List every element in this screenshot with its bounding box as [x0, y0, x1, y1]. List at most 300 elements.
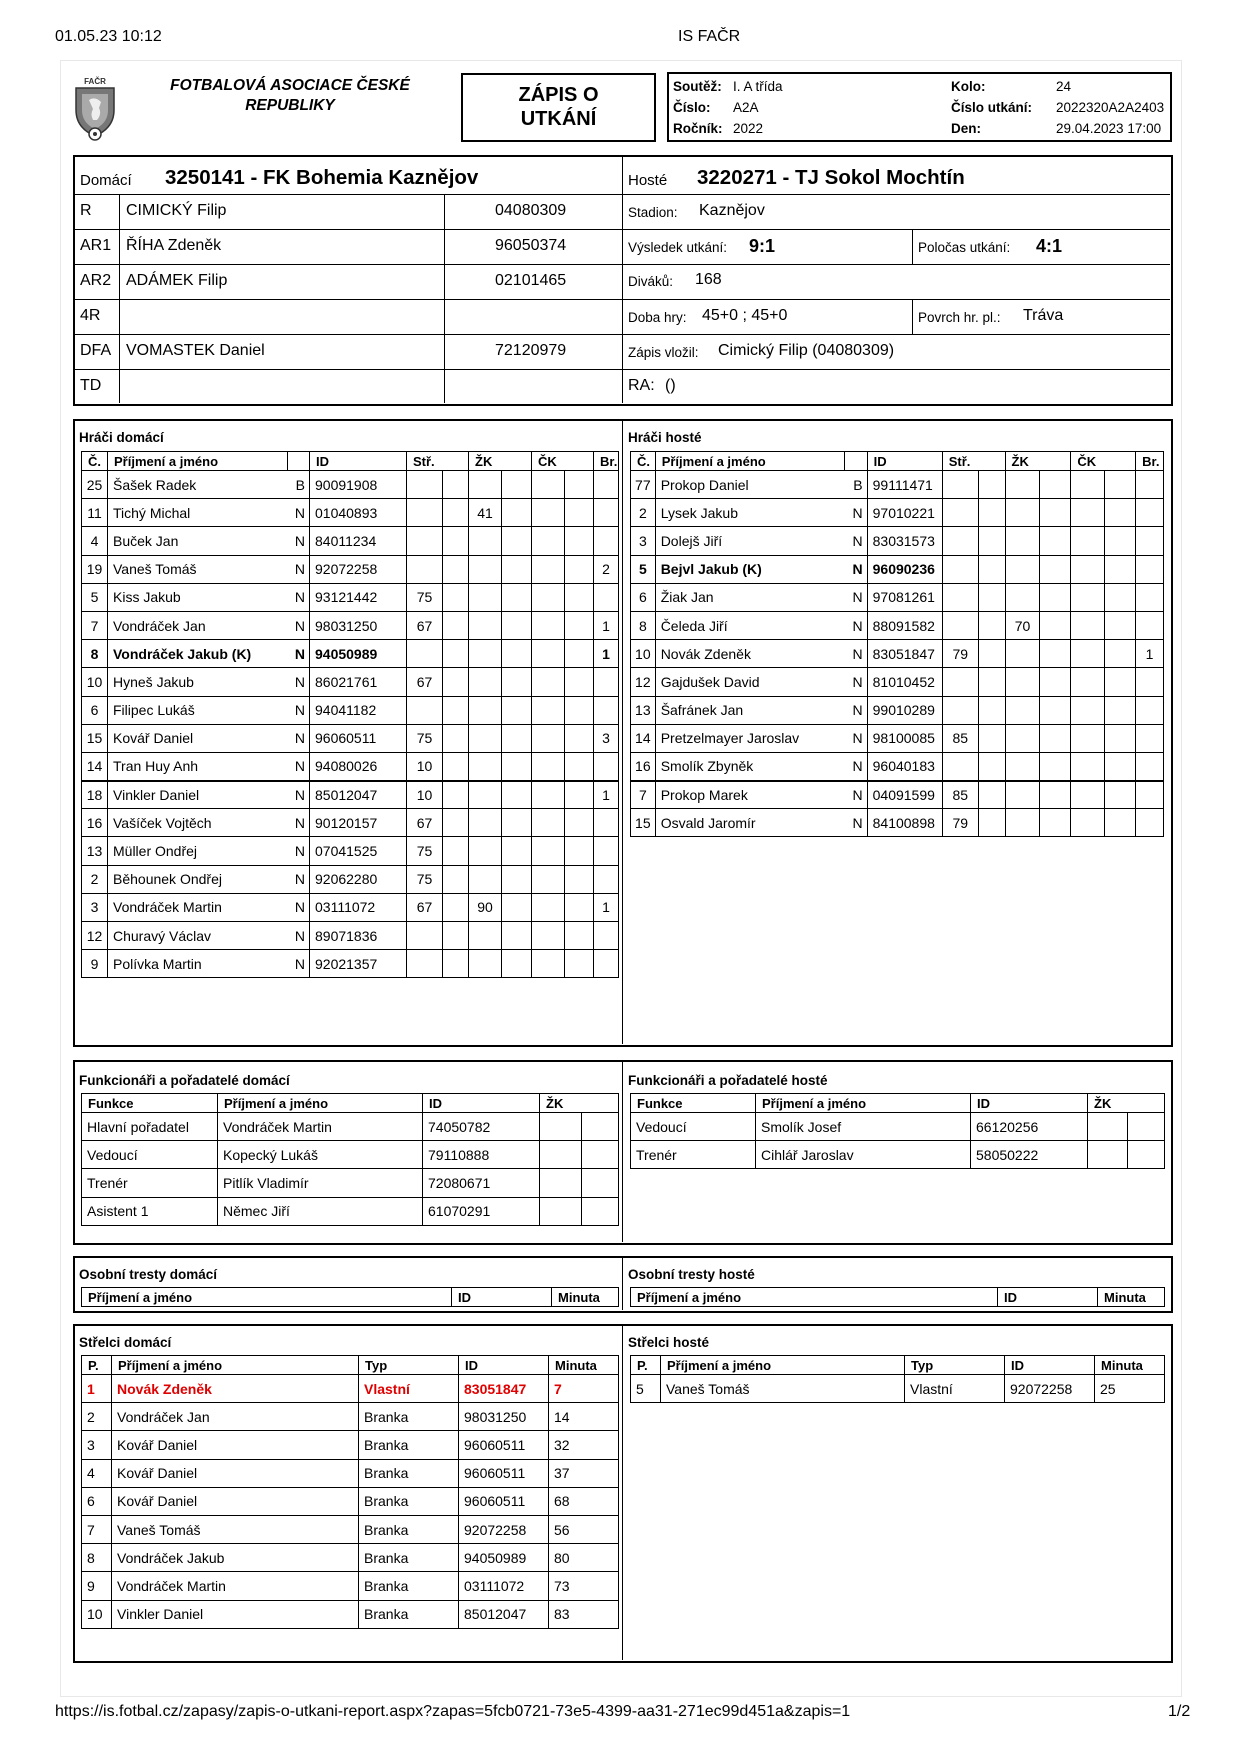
staff-name: Kopecký Lukáš — [218, 1141, 423, 1169]
player-name: Vašíček Vojtěch — [108, 809, 288, 837]
goal-order: 6 — [82, 1487, 112, 1515]
surface-value: Tráva — [1023, 307, 1064, 324]
goal-type: Vlastní — [359, 1375, 459, 1403]
red-card-minute — [1071, 611, 1105, 639]
goals-count — [1136, 781, 1164, 809]
stadium-value: Kaznějov — [699, 202, 765, 219]
official-id: 04080309 — [495, 202, 567, 219]
player-flag: N — [845, 724, 868, 752]
number-label: Číslo: — [673, 100, 711, 115]
page-number: 1/2 — [1168, 1703, 1191, 1720]
player-row — [631, 527, 1164, 555]
away-staff-table — [630, 1093, 1165, 1169]
player-name: Vondráček Martin — [108, 893, 288, 921]
yellow-card-minute — [469, 583, 502, 611]
red-card-extra — [565, 893, 594, 921]
staff-id: 61070291 — [423, 1197, 540, 1225]
player-name: Čeleda Jiří — [655, 611, 844, 639]
goal-order: 5 — [631, 1375, 661, 1403]
goal-order: 3 — [82, 1431, 112, 1459]
red-card-extra — [1105, 752, 1136, 780]
staff-section — [73, 1060, 1173, 1245]
red-card-minute — [1071, 668, 1105, 696]
player-name: Tran Huy Anh — [108, 752, 288, 780]
substitution-minute — [407, 640, 443, 668]
player-id: 81010452 — [867, 668, 942, 696]
document-title-line2: UTKÁNÍ — [520, 108, 597, 130]
col-id: ID — [452, 1288, 552, 1307]
goals-count — [1136, 724, 1164, 752]
home-staff-title: Funkcionáři a pořadatelé domácí — [79, 1073, 290, 1088]
col-goals: Br. — [1136, 452, 1164, 471]
away-label: Hosté — [628, 172, 668, 189]
staff-row — [82, 1113, 619, 1141]
official-id: 02101465 — [495, 272, 567, 289]
player-id: 94080026 — [310, 752, 407, 780]
player-number: 11 — [82, 499, 108, 527]
substitution-minute — [407, 922, 443, 950]
red-card-extra — [565, 583, 594, 611]
substitution-minute: 67 — [407, 668, 443, 696]
yellow-card-extra — [1040, 640, 1071, 668]
yellow-card-extra — [1040, 696, 1071, 724]
col-name: Příjmení a jméno — [631, 1288, 998, 1307]
yellow-card-extra — [502, 893, 532, 921]
scorer-row — [82, 1515, 619, 1543]
substitution-extra — [443, 922, 469, 950]
col-name: Příjmení a jméno — [655, 452, 844, 471]
goal-order: 7 — [82, 1515, 112, 1543]
col-name: Příjmení a jméno — [756, 1094, 971, 1113]
away-penalties-title: Osobní tresty hosté — [628, 1267, 755, 1282]
red-card-minute — [532, 752, 565, 780]
col-function: Funkce — [82, 1094, 218, 1113]
col-id: ID — [867, 452, 942, 471]
home-players-title: Hráči domácí — [79, 430, 164, 445]
red-card-extra — [1105, 781, 1136, 809]
scorer-row — [82, 1459, 619, 1487]
yellow-card-extra — [502, 611, 532, 639]
substitution-extra — [443, 752, 469, 780]
substitution-minute: 75 — [407, 837, 443, 865]
goals-count — [594, 922, 619, 950]
col-substitution: Stř. — [942, 452, 1005, 471]
col-substitution: Stř. — [407, 452, 469, 471]
col-id: ID — [998, 1288, 1098, 1307]
col-name: Příjmení a jméno — [661, 1356, 905, 1375]
yellow-card-minute — [469, 696, 502, 724]
goals-count — [1136, 668, 1164, 696]
player-row — [82, 499, 619, 527]
red-card-minute — [1071, 781, 1105, 809]
scorer-row — [82, 1375, 619, 1403]
player-flag: N — [845, 499, 868, 527]
goals-count — [594, 583, 619, 611]
player-name: Žiak Jan — [655, 583, 844, 611]
yellow-card-extra — [502, 752, 532, 780]
goals-count — [1136, 583, 1164, 611]
yellow-card-minute — [469, 865, 502, 893]
player-id: 96040183 — [867, 752, 942, 780]
goal-minute: 68 — [549, 1487, 619, 1515]
player-number: 6 — [82, 696, 108, 724]
player-row — [82, 837, 619, 865]
player-flag: N — [288, 781, 310, 809]
staff-name: Vondráček Martin — [218, 1113, 423, 1141]
goal-order: 4 — [82, 1459, 112, 1487]
yellow-card-minute — [1005, 781, 1040, 809]
col-yellow-card: ŽK — [1088, 1094, 1165, 1113]
substitution-extra — [978, 696, 1005, 724]
red-card-minute — [1071, 809, 1105, 837]
goal-type: Vlastní — [905, 1375, 1005, 1403]
yellow-card-minute — [469, 837, 502, 865]
substitution-minute — [407, 527, 443, 555]
staff-row — [631, 1141, 1165, 1169]
player-row — [82, 893, 619, 921]
ra-label: RA: — [628, 377, 655, 394]
red-card-minute — [532, 781, 565, 809]
yellow-card-minute — [469, 950, 502, 978]
yellow-card-extra — [1040, 724, 1071, 752]
substitution-minute: 79 — [942, 809, 978, 837]
staff-yellow-card-extra — [1128, 1113, 1165, 1141]
player-id: 94050989 — [310, 640, 407, 668]
red-card-minute — [532, 922, 565, 950]
substitution-extra — [443, 611, 469, 639]
col-number: Č. — [631, 452, 656, 471]
goal-minute: 32 — [549, 1431, 619, 1459]
col-yellow-card: ŽK — [469, 452, 532, 471]
player-row — [631, 724, 1164, 752]
player-flag: N — [845, 640, 868, 668]
substitution-extra — [443, 499, 469, 527]
substitution-extra — [978, 668, 1005, 696]
player-number: 5 — [631, 555, 656, 583]
substitution-extra — [443, 865, 469, 893]
official-id: 72120979 — [495, 342, 567, 359]
red-card-extra — [565, 922, 594, 950]
player-flag: N — [288, 724, 310, 752]
scorer-name: Vinkler Daniel — [112, 1600, 359, 1628]
player-name: Prokop Marek — [655, 781, 844, 809]
player-row — [82, 781, 619, 809]
player-name: Šašek Radek — [108, 471, 288, 499]
spectators-label: Diváků: — [628, 274, 674, 289]
player-name: Osvald Jaromír — [655, 809, 844, 837]
red-card-minute — [532, 471, 565, 499]
yellow-card-extra — [502, 724, 532, 752]
player-id: 97010221 — [867, 499, 942, 527]
player-number: 10 — [82, 668, 108, 696]
yellow-card-minute — [1005, 696, 1040, 724]
result-value: 9:1 — [749, 236, 776, 256]
player-id: 92072258 — [310, 555, 407, 583]
player-id: 85012047 — [310, 781, 407, 809]
red-card-minute — [532, 527, 565, 555]
goals-count — [594, 696, 619, 724]
federation-name: FOTBALOVÁ ASOCIACE ČESKÉ REPUBLIKY — [170, 77, 410, 114]
player-flag: N — [288, 499, 310, 527]
red-card-extra — [1105, 640, 1136, 668]
player-id: 83051847 — [867, 640, 942, 668]
player-name: Kovář Daniel — [108, 724, 288, 752]
player-number: 25 — [82, 471, 108, 499]
substitution-extra — [978, 781, 1005, 809]
official-name: CIMICKÝ Filip — [126, 202, 227, 219]
home-players-table — [81, 451, 619, 978]
player-name: Bejvl Jakub (K) — [655, 555, 844, 583]
substitution-extra — [978, 809, 1005, 837]
away-players-title: Hráči hosté — [628, 430, 702, 445]
substitution-minute: 79 — [942, 640, 978, 668]
player-flag: N — [288, 752, 310, 780]
staff-yellow-card-extra — [582, 1141, 619, 1169]
player-row — [82, 950, 619, 978]
goals-count — [594, 499, 619, 527]
staff-row — [82, 1197, 619, 1225]
col-name: Příjmení a jméno — [218, 1094, 423, 1113]
red-card-minute — [532, 837, 565, 865]
red-card-extra — [565, 724, 594, 752]
staff-yellow-card — [540, 1113, 582, 1141]
goal-order: 8 — [82, 1544, 112, 1572]
red-card-extra — [565, 668, 594, 696]
red-card-extra — [1105, 471, 1136, 499]
player-row — [631, 583, 1164, 611]
official-role: 4R — [80, 307, 101, 324]
goals-count — [1136, 499, 1164, 527]
scorer-id: 92072258 — [459, 1515, 549, 1543]
yellow-card-extra — [1040, 611, 1071, 639]
goals-count — [594, 527, 619, 555]
player-row — [631, 668, 1164, 696]
staff-row — [82, 1141, 619, 1169]
player-number: 15 — [631, 809, 656, 837]
substitution-minute — [942, 527, 978, 555]
yellow-card-extra — [502, 555, 532, 583]
substitution-minute — [942, 583, 978, 611]
staff-row — [82, 1169, 619, 1197]
away-penalties-table — [630, 1287, 1165, 1307]
yellow-card-extra — [502, 809, 532, 837]
staff-yellow-card — [540, 1197, 582, 1225]
yellow-card-minute — [1005, 809, 1040, 837]
staff-name: Němec Jiří — [218, 1197, 423, 1225]
player-number: 13 — [631, 696, 656, 724]
substitution-extra — [978, 499, 1005, 527]
col-minute: Minuta — [1095, 1356, 1165, 1375]
col-id: ID — [423, 1094, 540, 1113]
player-number: 8 — [631, 611, 656, 639]
player-id: 93121442 — [310, 583, 407, 611]
penalties-section — [73, 1256, 1173, 1313]
substitution-extra — [443, 640, 469, 668]
player-row — [631, 640, 1164, 668]
game-time-label: Doba hry: — [628, 310, 687, 325]
col-minute: Minuta — [1098, 1288, 1165, 1307]
players-section — [73, 419, 1173, 1047]
substitution-extra — [978, 527, 1005, 555]
official-id: 96050374 — [495, 237, 567, 254]
red-card-minute — [532, 809, 565, 837]
player-flag: N — [845, 611, 868, 639]
red-card-minute — [1071, 471, 1105, 499]
spectators-value: 168 — [695, 271, 722, 288]
yellow-card-extra — [1040, 583, 1071, 611]
scorer-row — [82, 1431, 619, 1459]
player-id: 07041525 — [310, 837, 407, 865]
staff-id: 66120256 — [971, 1113, 1088, 1141]
yellow-card-minute — [469, 724, 502, 752]
red-card-extra — [1105, 724, 1136, 752]
player-id: 04091599 — [867, 781, 942, 809]
red-card-minute — [532, 893, 565, 921]
away-staff-title: Funkcionáři a pořadatelé hosté — [628, 1073, 828, 1088]
substitution-minute — [942, 752, 978, 780]
goals-count — [594, 752, 619, 780]
player-id: 96060511 — [310, 724, 407, 752]
player-number: 3 — [631, 527, 656, 555]
red-card-extra — [1105, 555, 1136, 583]
document-title — [461, 73, 656, 142]
substitution-minute — [407, 950, 443, 978]
staff-yellow-card — [540, 1141, 582, 1169]
goals-count — [1136, 527, 1164, 555]
red-card-extra — [565, 781, 594, 809]
substitution-extra — [443, 527, 469, 555]
player-id: 01040893 — [310, 499, 407, 527]
player-number: 19 — [82, 555, 108, 583]
competition-value: I. A třída — [733, 79, 783, 94]
red-card-minute — [532, 696, 565, 724]
goal-type: Branka — [359, 1459, 459, 1487]
goal-minute: 25 — [1095, 1375, 1165, 1403]
match-number-label: Číslo utkání: — [951, 100, 1033, 115]
staff-function: Hlavní pořadatel — [82, 1113, 218, 1141]
yellow-card-minute — [469, 471, 502, 499]
red-card-extra — [565, 499, 594, 527]
yellow-card-minute — [1005, 555, 1040, 583]
player-number: 13 — [82, 837, 108, 865]
red-card-extra — [1105, 527, 1136, 555]
scorer-id: 83051847 — [459, 1375, 549, 1403]
col-name: Příjmení a jméno — [82, 1288, 452, 1307]
staff-id: 79110888 — [423, 1141, 540, 1169]
red-card-minute — [532, 640, 565, 668]
goals-count — [594, 809, 619, 837]
player-name: Vaneš Tomáš — [108, 555, 288, 583]
substitution-minute — [407, 471, 443, 499]
scorer-id: 94050989 — [459, 1544, 549, 1572]
staff-yellow-card-extra — [582, 1169, 619, 1197]
season-value: 2022 — [733, 121, 764, 136]
player-number: 7 — [82, 611, 108, 639]
red-card-extra — [565, 527, 594, 555]
official-name: ADÁMEK Filip — [126, 272, 228, 289]
staff-function: Trenér — [82, 1169, 218, 1197]
col-red-card: ČK — [1071, 452, 1136, 471]
away-scorers-table — [630, 1355, 1165, 1403]
player-flag: B — [288, 471, 310, 499]
staff-yellow-card — [1088, 1141, 1128, 1169]
player-row — [631, 499, 1164, 527]
red-card-extra — [1105, 611, 1136, 639]
staff-function: Trenér — [631, 1141, 756, 1169]
scorer-id: 85012047 — [459, 1600, 549, 1628]
staff-id: 72080671 — [423, 1169, 540, 1197]
goals-count — [1136, 809, 1164, 837]
substitution-minute — [407, 499, 443, 527]
staff-name: Smolík Josef — [756, 1113, 971, 1141]
yellow-card-minute: 70 — [1005, 611, 1040, 639]
scorer-name: Vondráček Martin — [112, 1572, 359, 1600]
player-name: Churavý Václav — [108, 922, 288, 950]
substitution-minute — [942, 499, 978, 527]
player-id: 90091908 — [310, 471, 407, 499]
substitution-minute: 67 — [407, 809, 443, 837]
yellow-card-extra — [502, 583, 532, 611]
yellow-card-extra — [1040, 809, 1071, 837]
substitution-extra — [978, 471, 1005, 499]
goals-count: 1 — [594, 781, 619, 809]
red-card-extra — [565, 640, 594, 668]
goal-minute: 80 — [549, 1544, 619, 1572]
red-card-minute — [1071, 752, 1105, 780]
player-row — [82, 668, 619, 696]
red-card-extra — [565, 809, 594, 837]
player-row — [631, 781, 1164, 809]
game-time-value: 45+0 ; 45+0 — [702, 307, 788, 324]
substitution-minute: 10 — [407, 752, 443, 780]
player-number: 18 — [82, 781, 108, 809]
player-number: 9 — [82, 950, 108, 978]
print-url: https://is.fotbal.cz/zapasy/zapis-o-utkani-report.aspx?zapas=5fcb0721-73e5-4399-aa31-271ec99d451a&zapis=1 — [55, 1703, 851, 1720]
col-minute: Minuta — [549, 1356, 619, 1375]
date-label: Den: — [951, 121, 981, 136]
col-order: P. — [82, 1356, 112, 1375]
player-flag: N — [845, 583, 868, 611]
player-id: 97081261 — [867, 583, 942, 611]
col-type: Typ — [905, 1356, 1005, 1375]
goal-type: Branka — [359, 1572, 459, 1600]
red-card-extra — [565, 752, 594, 780]
player-number: 14 — [82, 752, 108, 780]
goals-count — [1136, 611, 1164, 639]
player-id: 84011234 — [310, 527, 407, 555]
substitution-extra — [443, 668, 469, 696]
yellow-card-extra — [502, 640, 532, 668]
ra-value: () — [665, 377, 676, 394]
substitution-extra — [443, 696, 469, 724]
player-id: 86021761 — [310, 668, 407, 696]
yellow-card-extra — [502, 950, 532, 978]
player-flag: N — [845, 752, 868, 780]
staff-name: Cihlář Jaroslav — [756, 1141, 971, 1169]
player-id: 92021357 — [310, 950, 407, 978]
substitution-extra — [978, 583, 1005, 611]
scorers-section — [73, 1324, 1173, 1663]
player-id: 88091582 — [867, 611, 942, 639]
scorer-row — [82, 1544, 619, 1572]
red-card-minute — [1071, 724, 1105, 752]
substitution-extra — [978, 724, 1005, 752]
red-card-minute — [1071, 555, 1105, 583]
player-row — [82, 583, 619, 611]
red-card-extra — [1105, 499, 1136, 527]
yellow-card-minute — [1005, 499, 1040, 527]
player-number: 4 — [82, 527, 108, 555]
